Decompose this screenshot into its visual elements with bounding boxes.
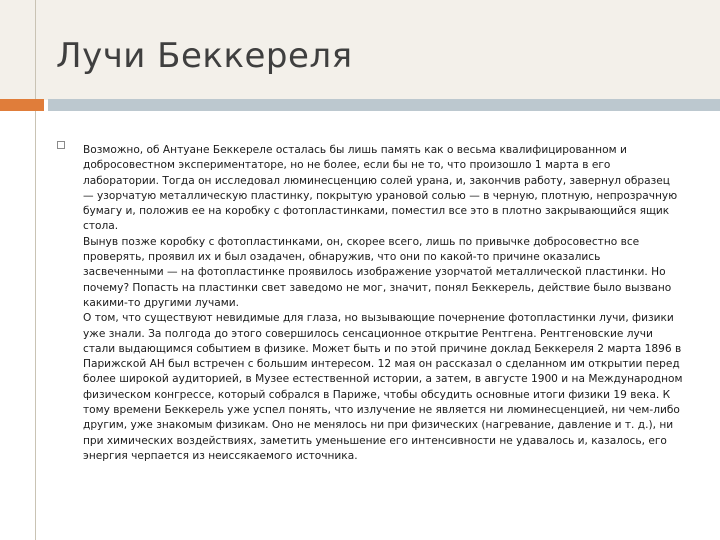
paragraph: Вынув позже коробку с фотопластинками, он, скорее всего, лишь по привычке добросовестно все проверять, проявил их и был озадачен, обнаружив, что они по какой-то причине оказались засвеченными — на фотопластинке проявилось изображение узорчатой металлической пластинки. Но почему? Попасть на пластинки свет заведомо не мог, значит, понял Беккерель, действие было вызвано какими-то другими лучами. xyxy=(83,235,672,309)
body-text xyxy=(83,143,683,464)
left-divider-line xyxy=(35,0,36,540)
title-underline-band xyxy=(48,99,720,111)
paragraph: Возможно, об Антуане Беккереле осталась бы лишь память как о весьма квалифицированном и добросовестном экспериментаторе, но не более, если бы не то, что произошло 1 марта в его лаборатории. Тогда он исследовал люминесценцию солей урана, и, закончив работу, завернул образец — узорчатую металлическую пластинку, покрытую урановой солью — в черную, плотную, непрозрачную бумагу и, положив ее на коробку с фотопластинками, поместил все это в плотно закрывающийся ящик стола. xyxy=(83,144,678,233)
paragraph: О том, что существуют невидимые для глаза, но вызывающие почернение фотопластинки лучи, физики уже знали. За полгода до этого совершилось сенсационное открытие Рентгена. Рентгеновские лучи стали выдающимся событием в физике. Может быть и по этой причине доклад Беккереля 2 марта 1896 в Парижской АН был встречен с большим интересом. 12 мая он рассказал о сделанном им открытии перед более широкой аудиторией, в Музее естественной истории, а затем, в августе 1900 и на Международном физическом конгрессе, который собрался в Париже, чтобы обсудить основные итоги физики 19 века. К тому времени Беккерель уже успел понять, что излучение не является ни люминесценцией, ни чем-либо другим, уже знакомым физикам. Оно не менялось ни при физических (нагревание, давление и т. д.), ни при химических воздействиях, заметить уменьшение его интенсивности не удавалось и, казалось, его энергия черпается из неиссякаемого источника. xyxy=(83,312,683,462)
bullet-square-icon xyxy=(57,141,65,149)
slide-title: Лучи Беккереля xyxy=(56,36,353,76)
accent-band xyxy=(0,99,44,111)
